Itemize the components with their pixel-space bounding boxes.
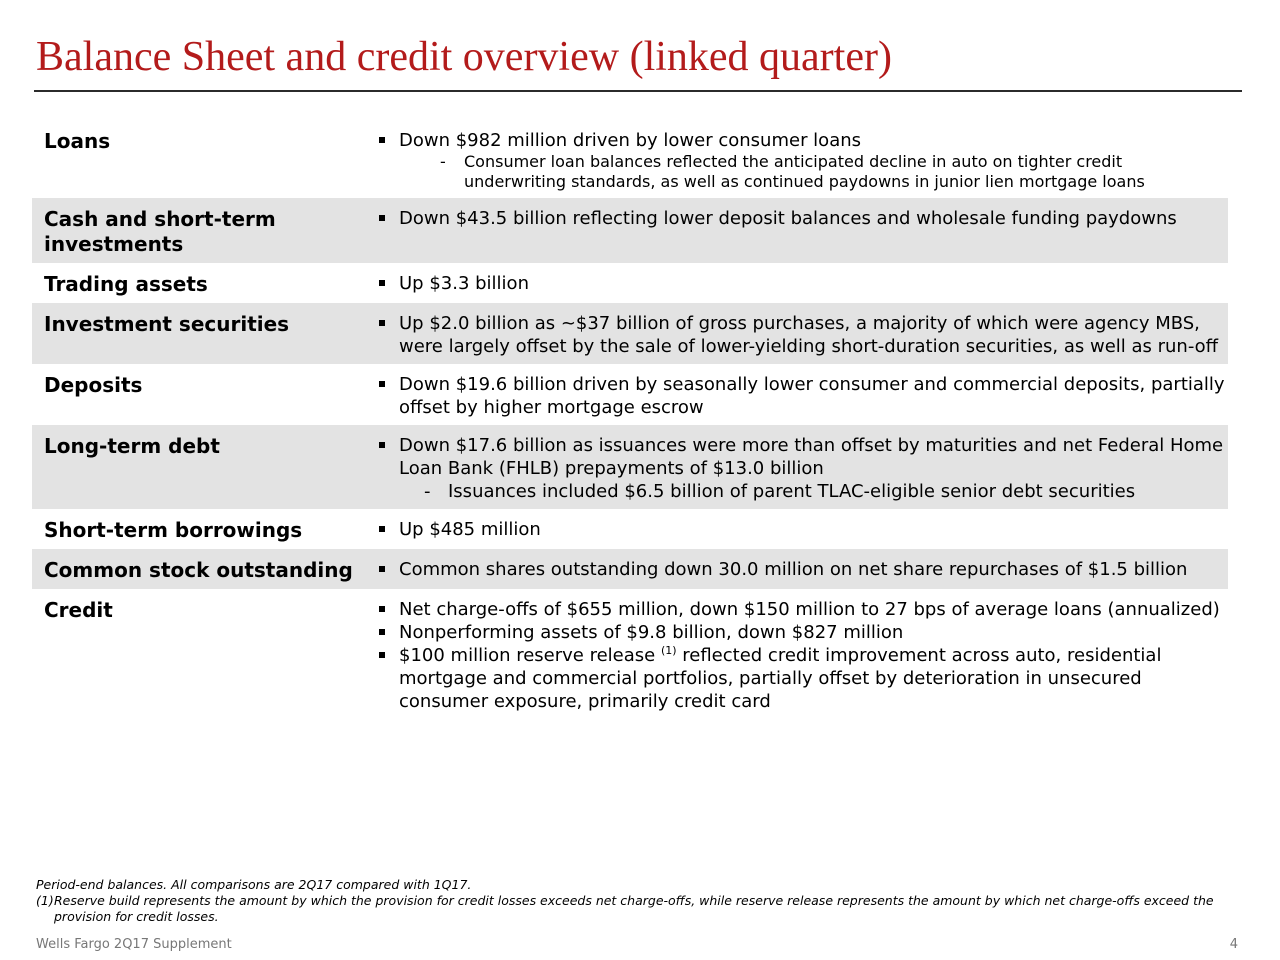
page-number: 4 — [1229, 937, 1238, 952]
footnote-1 — [36, 893, 1236, 925]
title-rule — [34, 90, 1242, 92]
footnotes — [36, 877, 1236, 925]
bullet: Down $982 million driven by lower consumer loans — [368, 129, 1228, 152]
bullet: Down $19.6 billion driven by seasonally lower consumer and commercial deposits, partially offset by higher mortgage escrow — [368, 373, 1228, 419]
bullet-text: $100 million reserve release — [399, 645, 661, 666]
row-content — [368, 272, 1228, 297]
bullet: Down $43.5 billion reflecting lower deposit balances and wholesale funding paydowns — [368, 207, 1228, 230]
row-label: Short-term borrowings — [44, 518, 303, 542]
bullet-text: reflected credit improvement across auto, residential mortgage and commercial portfolios, partially offset by deterioration in unsecured consumer exposure, primarily credit card — [399, 645, 1162, 712]
row-content — [368, 207, 1228, 257]
row-label: Credit — [44, 598, 113, 622]
row-content — [368, 598, 1228, 713]
sub-bullet: - Consumer loan balances reflected the anticipated decline in auto on tighter credit underwriting standards, as well as continued paydowns in junior lien mortgage loans — [368, 152, 1228, 192]
bullet — [368, 644, 1228, 713]
footnote-mark: (1) — [36, 893, 54, 908]
bullet: Net charge-offs of $655 million, down $150 million to 27 bps of average loans (annualized) — [368, 598, 1228, 621]
row-content — [368, 518, 1228, 543]
row-long-term-debt — [32, 425, 1228, 509]
page-title: Balance Sheet and credit overview (linked quarter) — [36, 34, 892, 80]
footnote-note: Period-end balances. All comparisons are 2Q17 compared with 1Q17. — [36, 877, 472, 892]
bullet: Nonperforming assets of $9.8 billion, down $827 million — [368, 621, 1228, 644]
row-content — [368, 558, 1228, 583]
row-label: Investment securities — [44, 312, 290, 336]
row-cash-and-short-term-investments — [32, 198, 1228, 263]
footer-source: Wells Fargo 2Q17 Supplement — [36, 937, 232, 952]
row-content — [368, 434, 1228, 503]
bullet: Up $2.0 billion as ~$37 billion of gross purchases, a majority of which were agency MBS, were largely offset by the sale of lower-yielding short-duration securities, as well as run-off — [368, 312, 1228, 358]
row-content — [368, 129, 1228, 192]
row-label: Long-term debt — [44, 434, 220, 458]
row-label: Cash and short-term investments — [44, 207, 276, 256]
row-label: Deposits — [44, 373, 143, 397]
row-content — [368, 373, 1228, 419]
row-credit — [32, 589, 1228, 719]
row-content — [368, 312, 1228, 358]
footnote-text: Reserve build represents the amount by which the provision for credit losses exceeds net charge-offs, while reserve release represents the amount by which net charge-offs exceed the provision for credit losses. — [54, 893, 1214, 924]
row-label: Common stock outstanding — [44, 558, 353, 582]
row-trading-assets — [32, 263, 1228, 303]
row-short-term-borrowings — [32, 509, 1228, 549]
bullet: Up $3.3 billion — [368, 272, 1228, 295]
bullet: Common shares outstanding down 30.0 million on net share repurchases of $1.5 billion — [368, 558, 1228, 581]
row-loans — [32, 120, 1228, 198]
row-common-stock-outstanding — [32, 549, 1228, 589]
row-investment-securities — [32, 303, 1228, 364]
sub-bullet: - Issuances included $6.5 billion of parent TLAC-eligible senior debt securities — [368, 480, 1228, 503]
overview-table — [32, 120, 1228, 719]
bullet: Up $485 million — [368, 518, 1228, 541]
row-label: Loans — [44, 129, 111, 153]
footnote-ref: (1) — [660, 644, 677, 657]
bullet: Down $17.6 billion as issuances were more than offset by maturities and net Federal Home Loan Bank (FHLB) prepayments of $13.0 billion — [368, 434, 1228, 480]
row-label: Trading assets — [44, 272, 208, 296]
row-deposits — [32, 364, 1228, 425]
